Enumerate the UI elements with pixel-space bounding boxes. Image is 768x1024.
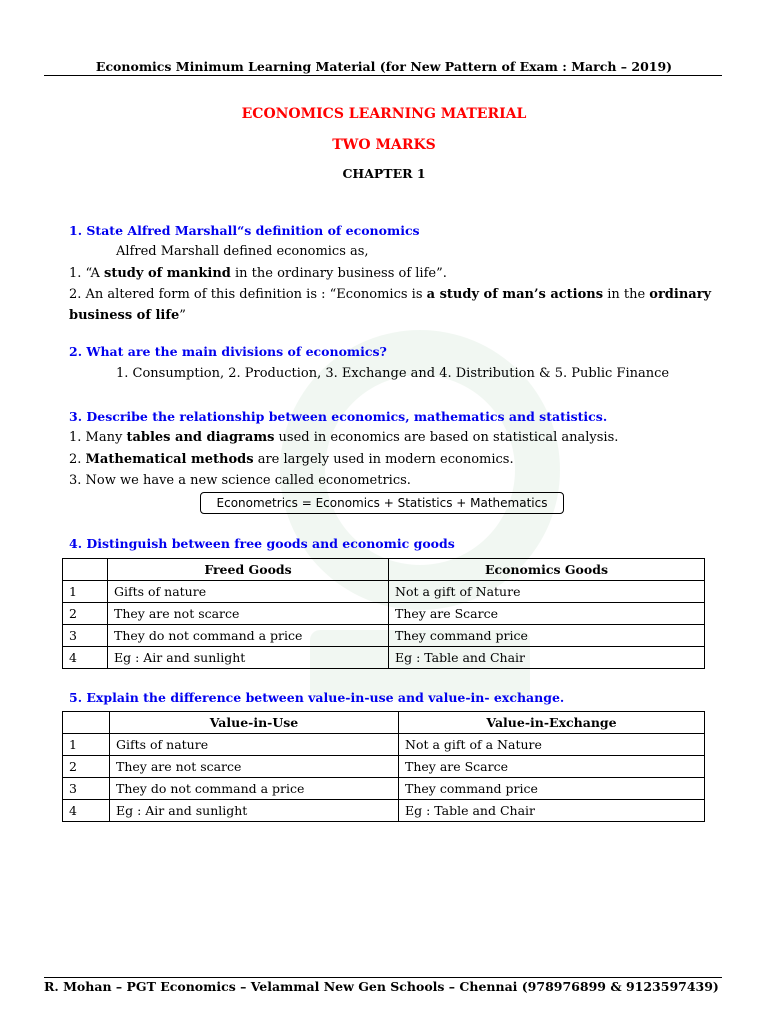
chapter-heading: CHAPTER 1 [342, 166, 426, 181]
q3-answer-3: 3. Now we have a new science called econometrics. [69, 473, 411, 488]
table-cell: Eg : Table and Chair [389, 647, 705, 669]
header-cell [63, 712, 110, 734]
table-cell: Eg : Air and sunlight [110, 800, 399, 822]
header-cell [63, 559, 108, 581]
table-row [63, 800, 705, 822]
table-cell: 2 [63, 603, 108, 625]
table-cell: They do not command a price [110, 778, 399, 800]
table-row [63, 778, 705, 800]
header-cell: Economics Goods [389, 559, 705, 581]
table-row [63, 734, 705, 756]
table-cell: Eg : Air and sunlight [108, 647, 389, 669]
page-header: Economics Minimum Learning Material (for New Pattern of Exam : March – 2019) [95, 59, 673, 74]
table-cell: Gifts of nature [110, 734, 399, 756]
table-cell: They are Scarce [399, 756, 705, 778]
question-2: 2. What are the main divisions of economics? [69, 344, 387, 359]
footer-rule [44, 977, 722, 978]
question-3: 3. Describe the relationship between economics, mathematics and statistics. [69, 409, 608, 424]
header-cell: Freed Goods [108, 559, 389, 581]
header-cell: Value-in-Use [110, 712, 399, 734]
econometrics-formula-box: Econometrics = Economics + Statistics + Mathematics [200, 492, 564, 514]
q1-answer-2: 2. An altered form of this definition is : “Economics is a study of man’s actions in the ordinary [69, 287, 712, 302]
table-cell: 3 [63, 625, 108, 647]
page-footer: R. Mohan – PGT Economics – Velammal New Gen Schools – Chennai (978976899 & 9123597439) [44, 979, 719, 994]
q3-answer-1: 1. Many tables and diagrams used in economics are based on statistical analysis. [69, 430, 619, 445]
document-subtitle: TWO MARKS [332, 137, 436, 153]
table-row [63, 581, 705, 603]
question-1: 1. State Alfred Marshall“s definition of economics [69, 223, 420, 238]
q1-intro: Alfred Marshall defined economics as, [116, 244, 369, 259]
table-cell: 4 [63, 800, 110, 822]
table-cell: Not a gift of a Nature [399, 734, 705, 756]
table-row [63, 625, 705, 647]
q2-answer: 1. Consumption, 2. Production, 3. Exchange and 4. Distribution & 5. Public Finance [116, 366, 670, 381]
question-4: 4. Distinguish between free goods and economic goods [69, 536, 455, 551]
table-cell: Eg : Table and Chair [399, 800, 705, 822]
free-vs-economic-goods-table [62, 558, 705, 669]
table-cell: They do not command a price [108, 625, 389, 647]
table-row [63, 647, 705, 669]
table-cell: They are not scarce [110, 756, 399, 778]
q1-answer-2-cont: business of life” [69, 308, 186, 323]
table-cell: Gifts of nature [108, 581, 389, 603]
q3-answer-2: 2. Mathematical methods are largely used in modern economics. [69, 452, 514, 467]
table-cell: They command price [399, 778, 705, 800]
document-title: ECONOMICS LEARNING MATERIAL [241, 106, 527, 122]
table-cell: 4 [63, 647, 108, 669]
table-cell: They are not scarce [108, 603, 389, 625]
table-cell: They are Scarce [389, 603, 705, 625]
table-cell: 1 [63, 581, 108, 603]
table-cell: 3 [63, 778, 110, 800]
question-5: 5. Explain the difference between value-in-use and value-in- exchange. [69, 690, 565, 705]
table-cell: 2 [63, 756, 110, 778]
table-header-row [63, 712, 705, 734]
table-row [63, 603, 705, 625]
header-rule [44, 75, 722, 76]
table-row [63, 756, 705, 778]
q1-answer-1: 1. “A study of mankind in the ordinary business of life”. [69, 266, 447, 281]
table-cell: 1 [63, 734, 110, 756]
table-header-row [63, 559, 705, 581]
header-cell: Value-in-Exchange [399, 712, 705, 734]
table-cell: They command price [389, 625, 705, 647]
value-in-use-vs-exchange-table [62, 711, 705, 822]
table-cell: Not a gift of Nature [389, 581, 705, 603]
